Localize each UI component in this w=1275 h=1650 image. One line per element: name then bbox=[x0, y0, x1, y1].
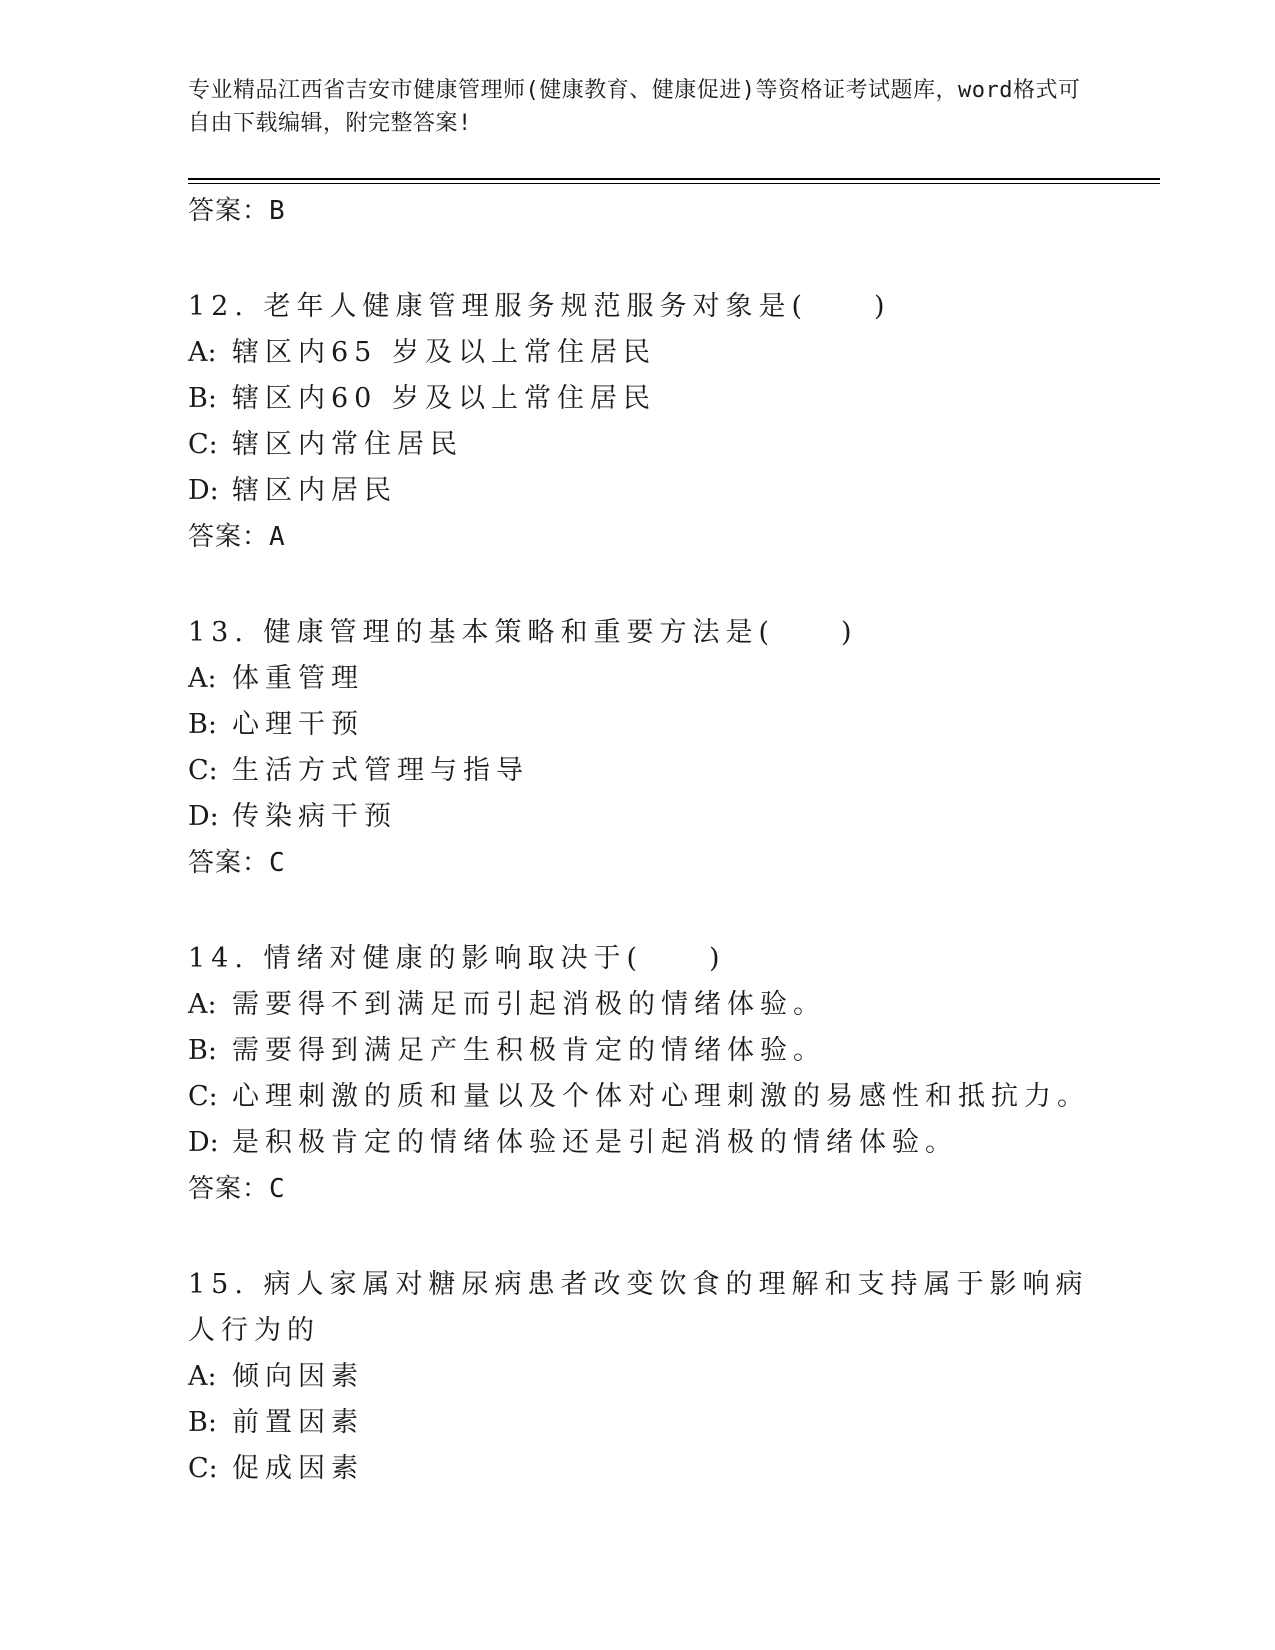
option-text: 促成因素 bbox=[232, 1453, 364, 1484]
option-b bbox=[188, 702, 1118, 748]
question-block bbox=[188, 936, 1118, 1212]
option-letter: A: bbox=[188, 337, 217, 368]
answer-line: 答案：B bbox=[188, 196, 286, 226]
option-letter: A: bbox=[188, 663, 217, 694]
option-a bbox=[188, 1354, 1118, 1400]
option-text: 心理干预 bbox=[232, 709, 364, 740]
header-rule-thick bbox=[188, 178, 1160, 180]
option-letter: D: bbox=[188, 801, 219, 832]
answer-line: 答案：C bbox=[188, 848, 286, 878]
option-letter: C: bbox=[188, 1453, 218, 1484]
option-text: 传染病干预 bbox=[232, 801, 397, 832]
option-letter: C: bbox=[188, 1081, 218, 1112]
option-text: 前置因素 bbox=[232, 1407, 364, 1438]
question-text: 12. 老年人健康管理服务规范服务对象是( ) bbox=[188, 291, 891, 322]
option-d bbox=[188, 794, 1118, 840]
option-text: 辖区内常住居民 bbox=[232, 429, 463, 460]
option-c bbox=[188, 422, 1118, 468]
option-b bbox=[188, 1400, 1118, 1446]
option-text: 心理刺激的质和量以及个体对心理刺激的易感性和抵抗力。 bbox=[232, 1081, 1090, 1112]
option-text: 辖区内65 岁及以上常住居民 bbox=[232, 337, 656, 368]
option-a bbox=[188, 656, 1118, 702]
option-letter: C: bbox=[188, 429, 218, 460]
option-text: 生活方式管理与指导 bbox=[232, 755, 529, 786]
option-text: 倾向因素 bbox=[232, 1361, 364, 1392]
option-b bbox=[188, 1028, 1118, 1074]
option-letter: B: bbox=[188, 1035, 217, 1066]
option-text: 体重管理 bbox=[232, 663, 364, 694]
option-text: 辖区内60 岁及以上常住居民 bbox=[232, 383, 656, 414]
option-letter: A: bbox=[188, 1361, 217, 1392]
question-text: 15. 病人家属对糖尿病患者改变饮食的理解和支持属于影响病人行为的 bbox=[188, 1269, 1089, 1346]
option-b bbox=[188, 376, 1118, 422]
option-text: 辖区内居民 bbox=[232, 475, 397, 506]
option-letter: D: bbox=[188, 475, 219, 506]
option-text: 需要得到满足产生积极肯定的情绪体验。 bbox=[232, 1035, 826, 1066]
question-list bbox=[188, 188, 1118, 1492]
option-a bbox=[188, 982, 1118, 1028]
option-letter: B: bbox=[188, 383, 217, 414]
option-d bbox=[188, 1120, 1118, 1166]
answer-line: 答案：C bbox=[188, 1174, 286, 1204]
option-c bbox=[188, 748, 1118, 794]
question-text: 14. 情绪对健康的影响取决于( ) bbox=[188, 943, 726, 974]
option-c bbox=[188, 1446, 1118, 1492]
option-letter: B: bbox=[188, 1407, 217, 1438]
option-text: 需要得不到满足而引起消极的情绪体验。 bbox=[232, 989, 826, 1020]
option-letter: D: bbox=[188, 1127, 219, 1158]
option-letter: A: bbox=[188, 989, 217, 1020]
option-letter: C: bbox=[188, 755, 218, 786]
question-text: 13. 健康管理的基本策略和重要方法是( ) bbox=[188, 617, 858, 648]
option-c bbox=[188, 1074, 1118, 1120]
question-block bbox=[188, 1262, 1118, 1492]
question-block bbox=[188, 284, 1118, 560]
option-text: 是积极肯定的情绪体验还是引起消极的情绪体验。 bbox=[232, 1127, 958, 1158]
option-d bbox=[188, 468, 1118, 514]
option-letter: B: bbox=[188, 709, 217, 740]
page-header: 专业精品江西省吉安市健康管理师(健康教育、健康促进)等资格证考试题库，word格式可自由下载编辑，附完整答案! bbox=[188, 78, 1081, 136]
header-rule-thin bbox=[188, 183, 1160, 184]
answer-line: 答案：A bbox=[188, 522, 286, 552]
question-block bbox=[188, 610, 1118, 886]
option-a bbox=[188, 330, 1118, 376]
